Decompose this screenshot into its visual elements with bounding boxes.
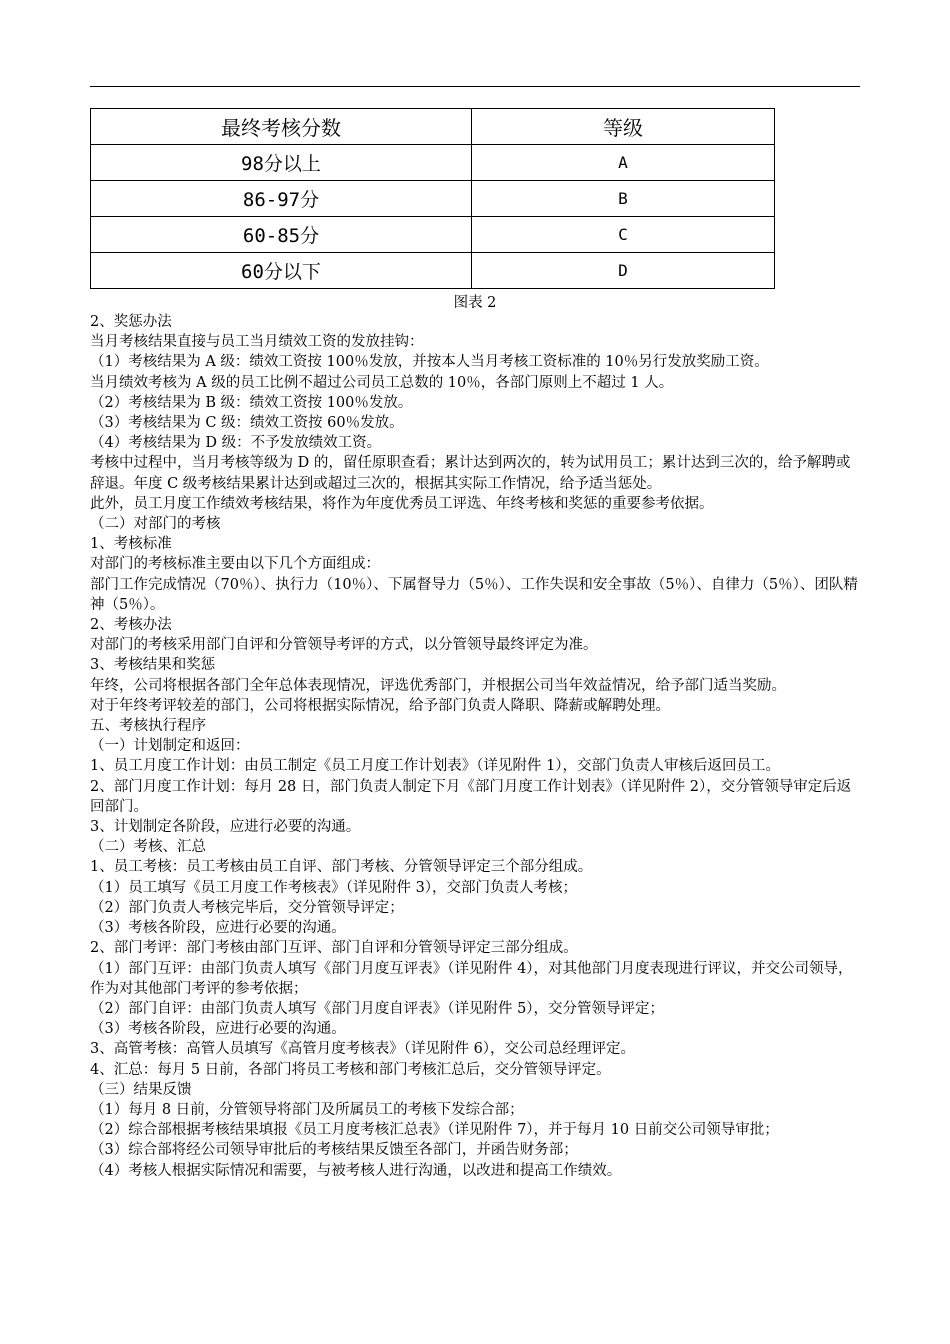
paragraph: （三）结果反馈 [90,1081,192,1098]
paragraph: （2）部门负责人考核完毕后，交分管领导评定； [90,899,404,916]
paragraph: 当月绩效考核为 A 级的员工比例不超过公司员工总数的 10％，各部门原则上不超过 1 人。 [90,374,674,391]
paragraph: （1）每月 8 日前，分管领导将部门及所属员工的考核下发综合部； [90,1101,524,1118]
paragraph: （1）员工填写《员工月度工作考核表》（详见附件 3），交部门负责人考核； [90,879,578,896]
paragraph: 2、部门月度工作计划：每月 28 日，部门负责人制定下月《部门月度工作计划表》（详见附件 2），交分管领导审定后返回部门。 [90,778,852,815]
paragraph: 1、员工考核：员工考核由员工自评、部门考核、分管领导评定三个部分组成。 [90,859,593,876]
table-row [91,145,775,181]
score-cell: 60分以下 [91,253,472,289]
table-row [91,181,775,217]
paragraph: 对部门的考核标准主要由以下几个方面组成： [90,556,380,573]
header-grade: 等级 [472,109,775,145]
paragraph: 2、考核办法 [90,617,172,634]
paragraph: 2、部门考评：部门考核由部门互评、部门自评和分管领导评定三部分组成。 [90,940,578,957]
paragraph: 2、奖惩办法 [90,314,172,330]
paragraph: （3）综合部将经公司领导审批后的考核结果反馈至各部门，并函告财务部； [90,1142,578,1159]
grade-cell: C [472,217,775,253]
paragraph: （2）考核结果为 B 级：绩效工资按 100％发放。 [90,394,413,411]
paragraph: （3）考核各阶段，应进行必要的沟通。 [90,920,346,937]
paragraph: （4）考核人根据实际情况和需要，与被考核人进行沟通，以改进和提高工作绩效。 [90,1162,622,1179]
paragraph: （二）考核、汇总 [90,839,206,856]
paragraph: 部门工作完成情况（70％）、执行力（10％）、下属督导力（5％）、工作失误和安全事故（5％）、自律力（5％）、团队精神（5％）。 [90,576,858,613]
paragraph: 年终，公司将根据各部门全年总体表现情况，评选优秀部门，并根据公司当年效益情况，给予部门适当奖励。 [90,677,786,694]
header-rule [90,86,860,87]
paragraph: 1、考核标准 [90,536,172,553]
paragraph: 此外，员工月度工作绩效考核结果，将作为年度优秀员工评选、年终考核和奖惩的重要参考依据。 [90,495,714,512]
paragraph: （4）考核结果为 D 级：不予发放绩效工资。 [90,435,382,452]
paragraph: 对于年终考评较差的部门，公司将根据实际情况，给予部门负责人降职、降薪或解聘处理。 [90,697,670,714]
paragraph: 当月考核结果直接与员工当月绩效工资的发放挂钩： [90,334,424,351]
paragraph: 五、考核执行程序 [90,718,206,735]
paragraph: （2）部门自评：由部门负责人填写《部门月度自评表》（详见附件 5），交分管领导评定； [90,1000,665,1017]
grade-cell: D [472,253,775,289]
paragraph: 1、员工月度工作计划：由员工制定《员工月度工作计划表》（详见附件 1），交部门负责人审核后返回员工。 [90,758,781,775]
paragraph: （一）计划制定和返回： [90,738,250,755]
paragraph: 3、计划制定各阶段，应进行必要的沟通。 [90,819,361,836]
grade-table [90,108,775,289]
table-row [91,253,775,289]
score-cell: 60-85分 [91,217,472,253]
grade-cell: B [472,181,775,217]
paragraph: （1）考核结果为 A 级：绩效工资按 100％发放，并按本人当月考核工资标准的 10％另行发放奖励工资。 [90,354,769,371]
table-header-row [91,109,775,145]
score-cell: 86-97分 [91,181,472,217]
grade-cell: A [472,145,775,181]
paragraph: 3、高管考核：高管人员填写《高管月度考核表》（详见附件 6），交公司总经理评定。 [90,1041,636,1058]
paragraph: （3）考核各阶段，应进行必要的沟通。 [90,1021,346,1038]
paragraph: 4、汇总：每月 5 日前，各部门将员工考核和部门考核汇总后，交分管领导评定。 [90,1061,611,1078]
table-row [91,217,775,253]
header-score: 最终考核分数 [91,109,472,145]
score-cell: 98分以上 [91,145,472,181]
paragraph: 3、考核结果和奖惩 [90,657,216,674]
paragraph: （2）综合部根据考核结果填报《员工月度考核汇总表》（详见附件 7），并于每月 10 日前交公司领导审批； [90,1122,779,1139]
paragraph: （二）对部门的考核 [90,516,221,533]
paragraph: 考核中过程中，当月考核等级为 D 的，留任原职查看；累计达到两次的，转为试用员工；累计达到三次的，给予解聘或辞退。年度 C 级考核结果累计达到或超过三次的，根据其实际工作情况，给予适当惩处。 [90,455,851,492]
paragraph: （3）考核结果为 C 级：绩效工资按 60％发放。 [90,415,404,432]
body-text [90,312,862,1181]
paragraph: （1）部门互评：由部门负责人填写《部门月度互评表》（详见附件 4），对其他部门月度表现进行评议，并交公司领导，作为对其他部门考评的参考依据； [90,960,853,997]
table-caption: 图表 2 [453,295,497,311]
paragraph: 对部门的考核采用部门自评和分管领导考评的方式，以分管领导最终评定为准。 [90,637,598,654]
